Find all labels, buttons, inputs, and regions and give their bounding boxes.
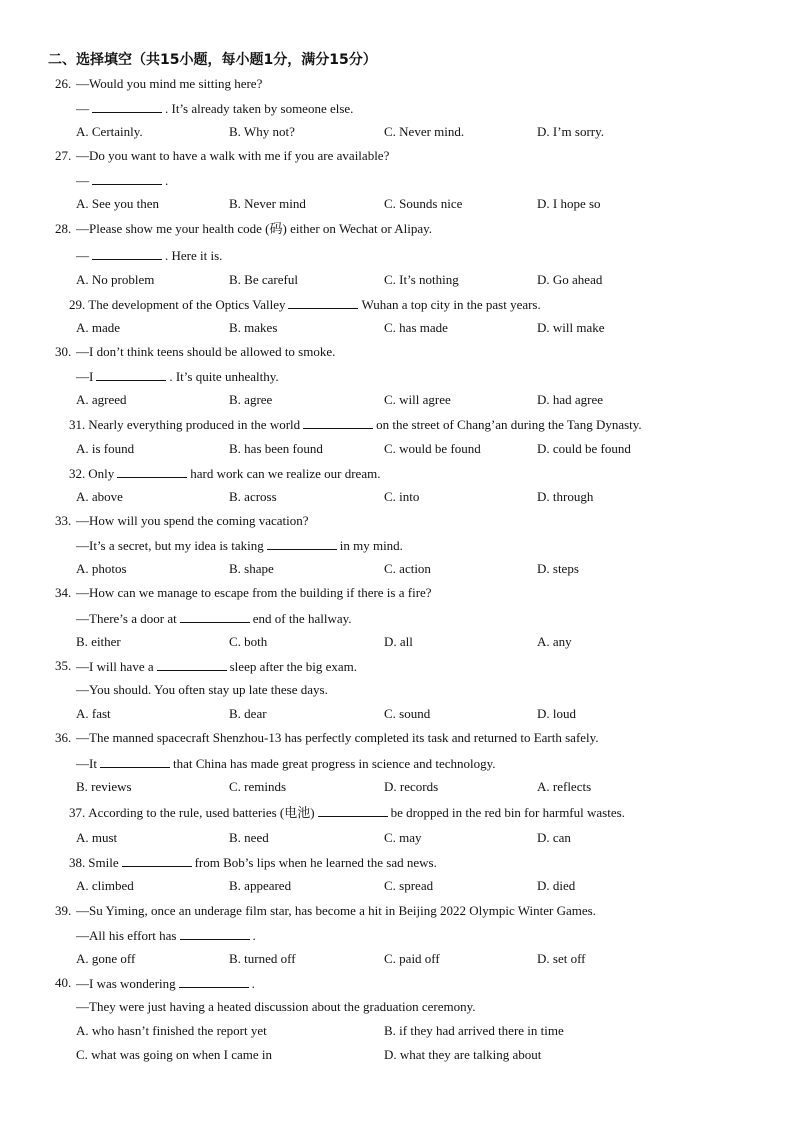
section-title: 二、选择填空（共15小题，每小题1分，满分15分）	[48, 52, 377, 68]
question-stem	[55, 585, 432, 601]
answer-blank[interactable]	[92, 100, 162, 113]
answer-option[interactable]: C. sound	[384, 706, 431, 721]
question-response-line	[76, 100, 353, 117]
answer-option[interactable]: A. above	[76, 489, 123, 504]
question-stem	[55, 975, 255, 992]
answer-blank[interactable]	[303, 416, 373, 429]
question-stem	[69, 854, 437, 871]
question-stem	[55, 513, 309, 529]
question-response-line	[76, 247, 222, 264]
question-number: 37.	[69, 805, 86, 820]
question-text: —	[76, 173, 89, 188]
answer-option[interactable]: B. turned off	[229, 951, 296, 966]
answer-option[interactable]: B. reviews	[76, 779, 132, 794]
question-stem	[69, 416, 642, 433]
question-text-continued: sleep after the big exam.	[229, 659, 358, 674]
question-text: Only	[88, 466, 115, 481]
answer-option[interactable]: A. any	[537, 634, 572, 649]
question-number: 30.	[55, 344, 72, 359]
answer-option[interactable]: B. makes	[229, 320, 278, 335]
question-text-continued: .	[251, 976, 255, 991]
question-text-continued: from Bob’s lips when he learned the sad news.	[194, 855, 437, 870]
answer-option[interactable]: B. appeared	[229, 878, 292, 893]
question-number: 40.	[55, 975, 72, 990]
question-text: According to the rule, used batteries (电池)	[88, 805, 315, 820]
question-response-line	[76, 999, 476, 1015]
question-stem	[55, 148, 390, 164]
question-text: —	[76, 101, 89, 116]
question-number: 35.	[55, 658, 72, 673]
answer-option[interactable]: C. what was going on when I came in	[76, 1047, 273, 1062]
question-text: —It	[76, 756, 97, 771]
answer-blank[interactable]	[180, 927, 250, 940]
question-stem	[55, 76, 263, 92]
question-text-continued: that China has made great progress in science and technology.	[172, 756, 496, 771]
answer-blank[interactable]	[92, 247, 162, 260]
answer-option[interactable]: C. paid off	[384, 951, 440, 966]
answer-option[interactable]: B. if they had arrived there in time	[384, 1023, 564, 1038]
answer-option[interactable]: A. who hasn’t finished the report yet	[76, 1023, 267, 1038]
answer-option[interactable]: C. Never mind.	[384, 124, 465, 139]
answer-option[interactable]: C. both	[229, 634, 268, 649]
question-number: 33.	[55, 513, 72, 528]
question-text-continued: on the street of Chang’an during the Tang Dynasty.	[376, 417, 642, 432]
question-text: —All his effort has	[76, 928, 177, 943]
question-text: —I was wondering	[76, 976, 176, 991]
question-number: 32.	[69, 466, 86, 481]
question-text: —Would you mind me sitting here?	[76, 76, 263, 91]
question-response-line	[76, 927, 256, 944]
question-text-continued: Wuhan a top city in the past years.	[361, 297, 541, 312]
question-text-continued: in my mind.	[339, 538, 403, 553]
answer-option[interactable]: A. climbed	[76, 878, 134, 893]
question-number: 27.	[55, 148, 72, 163]
question-text: —You should. You often stay up late these days.	[76, 682, 328, 697]
question-stem	[55, 658, 358, 675]
question-text: The development of the Optics Valley	[88, 297, 286, 312]
answer-option[interactable]: D. had agree	[537, 392, 604, 407]
question-text: —I will have a	[76, 659, 154, 674]
answer-option[interactable]: A. is found	[76, 441, 135, 456]
answer-option[interactable]: D. died	[537, 878, 576, 893]
question-response-line	[76, 537, 403, 554]
question-text-continued: hard work can we realize our dream.	[190, 466, 381, 481]
answer-option[interactable]: C. into	[384, 489, 420, 504]
question-response-line	[76, 755, 496, 772]
question-text: —Su Yiming, once an underage film star, has become a hit in Beijing 2022 Olympic Winter Games.	[76, 903, 596, 918]
answer-blank[interactable]	[92, 172, 162, 185]
question-number: 34.	[55, 585, 72, 600]
answer-option[interactable]: D. records	[384, 779, 439, 794]
answer-option[interactable]: C. Sounds nice	[384, 196, 463, 211]
answer-blank[interactable]	[122, 854, 192, 867]
question-stem	[55, 903, 596, 919]
answer-option[interactable]: D. could be found	[537, 441, 631, 456]
question-number: 26.	[55, 76, 72, 91]
question-text: —Do you want to have a walk with me if you are available?	[76, 148, 390, 163]
question-text: Nearly everything produced in the world	[88, 417, 301, 432]
answer-blank[interactable]	[288, 296, 358, 309]
answer-option[interactable]: D. I’m sorry.	[537, 124, 605, 139]
answer-blank[interactable]	[318, 804, 388, 817]
question-text-continued: . It’s quite unhealthy.	[169, 369, 279, 384]
question-response-line	[76, 682, 328, 698]
question-stem	[69, 296, 541, 313]
answer-option[interactable]: B. Never mind	[229, 196, 306, 211]
question-text: —	[76, 248, 89, 263]
question-text: —Please show me your health code (码) either on Wechat or Alipay.	[76, 221, 432, 236]
question-response-line	[76, 368, 279, 385]
question-response-line	[76, 172, 168, 189]
answer-option[interactable]: A. gone off	[76, 951, 136, 966]
answer-blank[interactable]	[267, 537, 337, 550]
answer-option[interactable]: C. has made	[384, 320, 448, 335]
answer-option[interactable]: B. shape	[229, 561, 274, 576]
question-stem	[69, 804, 625, 821]
question-text-continued: . Here it is.	[165, 248, 223, 263]
question-text-continued: . It’s already taken by someone else.	[165, 101, 354, 116]
answer-option[interactable]: D. steps	[537, 561, 579, 576]
question-number: 36.	[55, 730, 72, 745]
question-response-line	[76, 610, 352, 627]
answer-option[interactable]: A. made	[76, 320, 121, 335]
question-text: —It’s a secret, but my idea is taking	[76, 538, 264, 553]
answer-option[interactable]: B. across	[229, 489, 277, 504]
answer-option[interactable]: B. Be careful	[229, 272, 298, 287]
question-stem	[55, 730, 599, 746]
answer-option[interactable]: C. action	[384, 561, 431, 576]
question-text-continued: .	[165, 173, 169, 188]
question-text: —How will you spend the coming vacation?	[76, 513, 309, 528]
question-number: 28.	[55, 221, 72, 236]
answer-option[interactable]: A. photos	[76, 561, 127, 576]
question-text: —How can we manage to escape from the building if there is a fire?	[76, 585, 432, 600]
answer-option[interactable]: C. would be found	[384, 441, 481, 456]
answer-option[interactable]: B. agree	[229, 392, 273, 407]
question-number: 38.	[69, 855, 86, 870]
answer-option[interactable]: A. fast	[76, 706, 111, 721]
answer-option[interactable]: D. through	[537, 489, 594, 504]
answer-blank[interactable]	[179, 975, 249, 988]
answer-option[interactable]: D. loud	[537, 706, 576, 721]
question-stem	[55, 221, 432, 237]
answer-blank[interactable]	[96, 368, 166, 381]
answer-option[interactable]: A. Certainly.	[76, 124, 143, 139]
answer-option[interactable]: D. all	[384, 634, 413, 649]
question-stem	[69, 465, 380, 482]
answer-option[interactable]: B. has been found	[229, 441, 323, 456]
answer-blank[interactable]	[117, 465, 187, 478]
answer-option[interactable]: B. either	[76, 634, 121, 649]
answer-option[interactable]: C. may	[384, 830, 422, 845]
question-text-continued: be dropped in the red bin for harmful wastes.	[390, 805, 625, 820]
answer-option[interactable]: D. will make	[537, 320, 605, 335]
answer-option[interactable]: D. I hope so	[537, 196, 601, 211]
answer-blank[interactable]	[157, 658, 227, 671]
answer-option[interactable]: C. will agree	[384, 392, 451, 407]
answer-option[interactable]: D. Go ahead	[537, 272, 603, 287]
question-text: —The manned spacecraft Shenzhou-13 has perfectly completed its task and returned to Earth safely.	[76, 730, 599, 745]
question-number: 39.	[55, 903, 72, 918]
answer-option[interactable]: C. reminds	[229, 779, 287, 794]
question-text: —They were just having a heated discussion about the graduation ceremony.	[76, 999, 476, 1014]
question-text-continued: .	[252, 928, 256, 943]
answer-option[interactable]: A. must	[76, 830, 118, 845]
question-stem	[55, 344, 336, 360]
answer-option[interactable]: C. spread	[384, 878, 434, 893]
answer-option[interactable]: C. It’s nothing	[384, 272, 459, 287]
answer-option[interactable]: D. what they are talking about	[384, 1047, 542, 1062]
answer-option[interactable]: B. dear	[229, 706, 267, 721]
answer-option[interactable]: D. can	[537, 830, 571, 845]
answer-option[interactable]: B. need	[229, 830, 269, 845]
question-number: 29.	[69, 297, 86, 312]
question-text: Smile	[88, 855, 119, 870]
answer-option[interactable]: A. reflects	[537, 779, 592, 794]
question-text: —I don’t think teens should be allowed to smoke.	[76, 344, 336, 359]
answer-option[interactable]: A. agreed	[76, 392, 127, 407]
question-text-continued: end of the hallway.	[252, 611, 352, 626]
answer-blank[interactable]	[180, 610, 250, 623]
answer-option[interactable]: A. See you then	[76, 196, 160, 211]
question-number: 31.	[69, 417, 86, 432]
question-text: —I	[76, 369, 94, 384]
question-text: —There’s a door at	[76, 611, 177, 626]
answer-blank[interactable]	[100, 755, 170, 768]
answer-option[interactable]: D. set off	[537, 951, 586, 966]
answer-option[interactable]: B. Why not?	[229, 124, 295, 139]
answer-option[interactable]: A. No problem	[76, 272, 155, 287]
